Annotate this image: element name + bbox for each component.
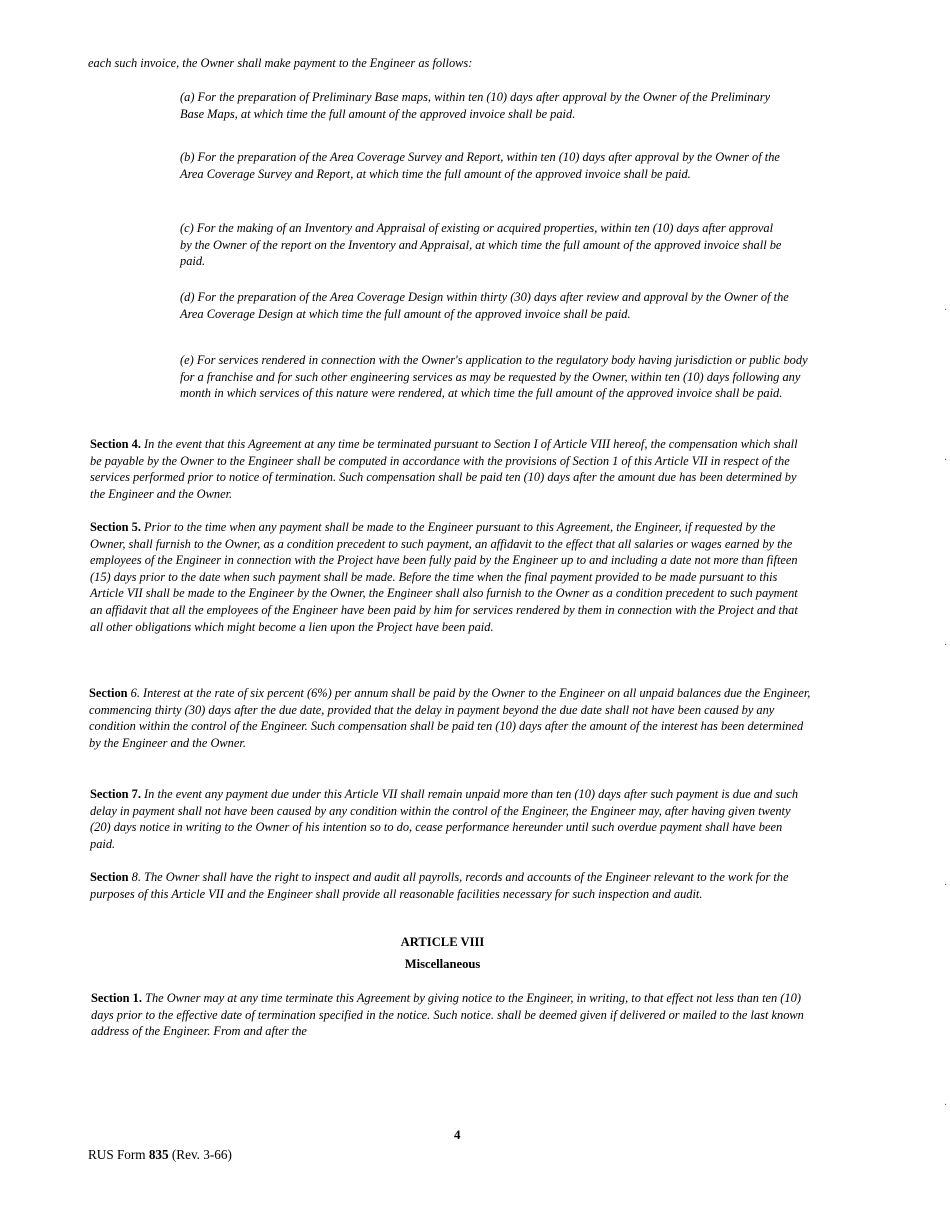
article-subheading: Miscellaneous bbox=[404, 957, 481, 971]
section-4 bbox=[90, 436, 800, 502]
article-8-section-1-text: The Owner may at any time terminate this Agreement by giving notice to the Engineer, in writing, to that effect not less than ten (10) days prior to the effective date of termination specified in the notice. Such notice. shall be deemed given if delivered or mailed to the last known address of the Engineer. From and after the bbox=[91, 991, 804, 1039]
payment-item-a: (a) For the preparation of Preliminary Base maps, within ten (10) days after approval by the Owner of the Preliminary Base Maps, at which time the full amount of the approved invoice shall be paid. bbox=[180, 90, 771, 121]
section-8 bbox=[90, 869, 802, 902]
section-8-text: 8. The Owner shall have the right to inspect and audit all payrolls, records and accounts of the Engineer relevant to the work for the purposes of this Article VII and the Engineer shall provide all reasonable facilities necessary for such inspection and audit. bbox=[90, 870, 789, 901]
form-revision: (Rev. 3-66) bbox=[171, 1147, 232, 1162]
article-8-section-1-label: Section 1. bbox=[91, 991, 142, 1005]
section-5-label: Section 5. bbox=[90, 520, 141, 534]
margin-mark-icon: · bbox=[944, 455, 948, 466]
payment-item-b: (b) For the preparation of the Area Coverage Survey and Report, within ten (10) days after approval by the Owner of the Area Coverage Survey and Report, at which time the full amount of the approved invoice shall be paid. bbox=[180, 150, 780, 181]
section-7-label: Section 7. bbox=[90, 787, 141, 801]
page-number: 4 bbox=[454, 1127, 461, 1142]
section-6 bbox=[89, 685, 811, 751]
payment-item-e: (e) For services rendered in connection with the Owner's application to the regulatory body having jurisdiction or public body for a franchise and for such other engineering services as may be requested by the Owner, within ten (10) days following any month in which services of this nature were rendered, at which time the full amount of the approved invoice shall be paid. bbox=[180, 353, 808, 401]
intro-text: each such invoice, the Owner shall make payment to the Engineer as follows: bbox=[88, 56, 473, 70]
payment-item-d: (d) For the preparation of the Area Coverage Design within thirty (30) days after review and approval by the Owner of the Area Coverage Design at which time the full amount of the approved invoice shall be paid. bbox=[180, 290, 789, 321]
margin-mark-icon: · bbox=[944, 305, 948, 316]
section-6-label: Section bbox=[89, 686, 128, 700]
section-6-text: 6. Interest at the rate of six percent (6%) per annum shall be paid by the Owner to the Engineer on all unpaid balances due the Engineer, commencing thirty (30) days after the due date, provided that the delay in payment beyond the due date shall not have been caused by any condition within the control of the Engineer. Such compensation shall be paid ten (10) days after the amount of the interest has been determined by the Engineer and the Owner. bbox=[89, 686, 811, 750]
section-5-text: Prior to the time when any payment shall be made to the Engineer pursuant to this Agreement, the Engineer, if requested by the Owner, shall furnish to the Owner, as a condition precedent to such payment, an affidavit to the effect that all salaries or wages earned by the employees of the Engineer in connection with the Project have been fully paid by the Engineer up to and including a date not more than fifteen (15) days prior to the date when such payment shall be made. Before the time when the final payment provided to be made pursuant to this Article VII shall be made to the Engineer by the Owner, the Engineer shall also furnish to the Owner as a condition precedent to such payment an affidavit that all the employees of the Engineer have been paid by him for services rendered by them in connection with the Project and that all other obligations which might become a lien upon the Project have been paid. bbox=[90, 520, 798, 634]
section-7 bbox=[90, 786, 810, 852]
section-4-text: In the event that this Agreement at any time be terminated pursuant to Section I of Article VIII hereof, the compensation which shall be payable by the Owner to the Engineer shall be computed in accordance with the provisions of Section 1 of this Article VII in respect of the services performed prior to notice of termination. Such compensation shall be paid ten (10) days after the amount due has been determined by the Engineer and the Owner. bbox=[90, 437, 798, 501]
section-5 bbox=[90, 519, 802, 635]
form-footer bbox=[88, 1147, 232, 1163]
section-8-label: Section bbox=[90, 870, 129, 884]
form-prefix: RUS Form bbox=[88, 1147, 146, 1162]
form-number: 835 bbox=[148, 1147, 169, 1162]
section-7-text: In the event any payment due under this Article VII shall remain unpaid more than ten (10) days after such payment is due and such delay in payment shall not have been caused by any condition within the control of the Engineer, the Engineer may, after having given twenty (20) days notice in writing to the Owner of his intention so to do, cease performance hereunder until such overdue payment shall have been paid. bbox=[90, 787, 799, 851]
payment-item-c: (c) For the making of an Inventory and Appraisal of existing or acquired properties, within ten (10) days after approval by the Owner of the report on the Inventory and Appraisal, at which time the full amount of the approved invoice shall be paid. bbox=[180, 221, 782, 269]
margin-mark-icon: · bbox=[944, 1100, 948, 1111]
section-4-label: Section 4. bbox=[90, 437, 141, 451]
margin-mark-icon: · bbox=[944, 880, 948, 891]
article-heading: ARTICLE VIII bbox=[400, 935, 485, 949]
article-8-section-1 bbox=[91, 990, 809, 1040]
margin-mark-icon: · bbox=[944, 640, 948, 651]
